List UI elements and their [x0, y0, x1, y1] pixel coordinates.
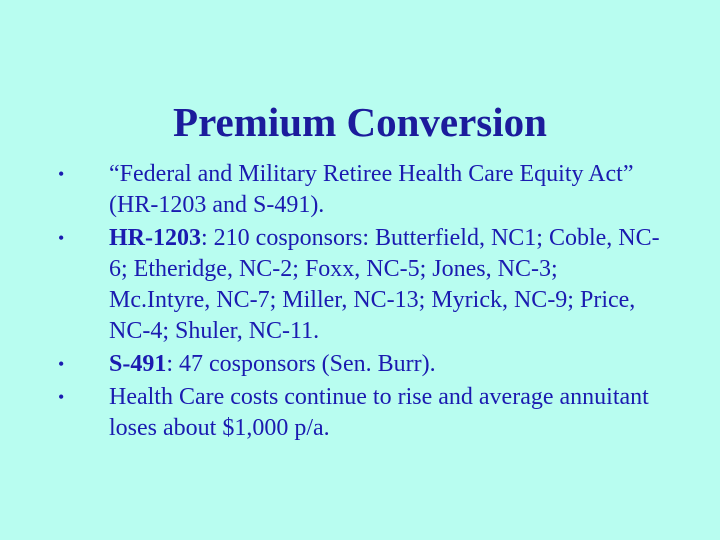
bullet-item-s-491 [0, 349, 720, 380]
bullet-text: : 47 cosponsors (Sen. Burr). [166, 351, 436, 377]
bullet-text: “Federal and Military Retiree Health Care Equity Act” (HR-1203 and S-491). [109, 161, 634, 218]
bullet-item-act [0, 159, 720, 221]
bullet-list [0, 159, 720, 446]
bullet-icon: • [58, 164, 65, 184]
slide-title: Premium Conversion [173, 99, 547, 146]
bullet-text: : 210 cosponsors: Butterfield, NC1; Coble, NC-6; Etheridge, NC-2; Foxx, NC-5; Jones, NC-3; Mc.Intyre, NC-7; Miller, NC-13; Myrick, NC-9; Price, NC-4; Shuler, NC-11. [109, 225, 660, 344]
bullet-item-health-care-costs [0, 382, 720, 444]
bullet-text: Health Care costs continue to rise and average annuitant loses about $1,000 p/a. [109, 384, 649, 441]
bullet-item-hr-1203 [0, 223, 720, 347]
bill-number: HR-1203 [109, 225, 201, 251]
bill-number: S-491 [109, 351, 167, 377]
bullet-icon: • [58, 387, 65, 407]
bullet-icon: • [58, 354, 65, 374]
bullet-icon: • [58, 228, 65, 248]
